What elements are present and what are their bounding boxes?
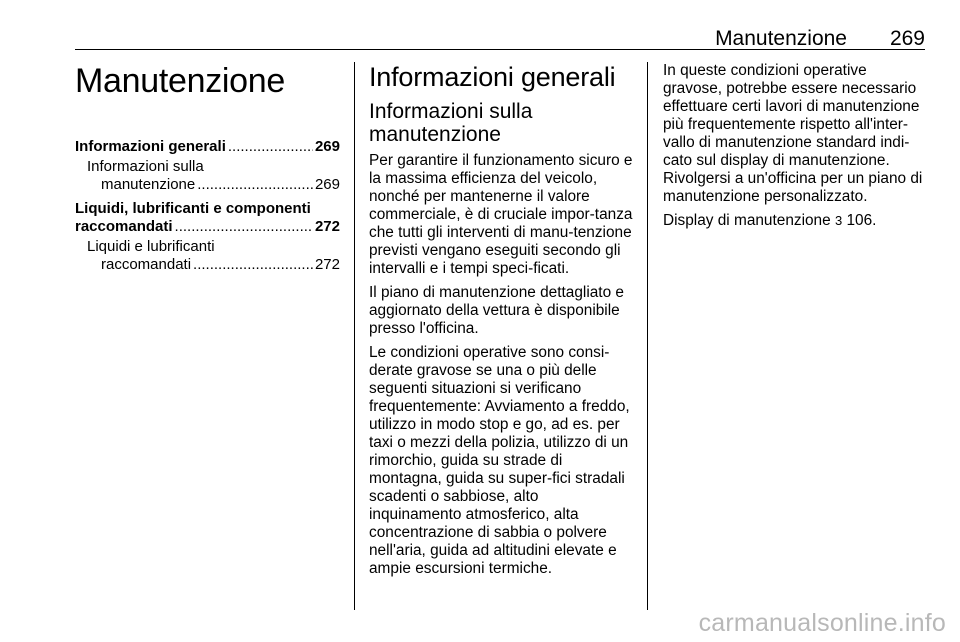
reference-page: 106. [846, 212, 877, 229]
toc-leader [228, 138, 313, 156]
content-column-1 [369, 62, 634, 584]
toc-item-informazioni-sulla-manutenzione[interactable] [75, 158, 340, 194]
toc-page: 272 [314, 256, 340, 273]
section-title: Informazioni generali [369, 62, 616, 92]
toc-item-informazioni-generali[interactable] [75, 138, 340, 156]
subsection-title: Informazioni sulla manutenzione [369, 100, 533, 146]
content-column-2 [663, 62, 928, 236]
header-rule [75, 49, 925, 50]
toc-label-line2: manutenzione [101, 176, 196, 193]
toc-page: 272 [314, 218, 340, 235]
toc-label-line1: Liquidi, lubrificanti e componenti [75, 200, 311, 217]
paragraph: Per garantire il funzionamento sicuro e la massima efficienza del veicolo, nonché per mantenerne il valore commerciale, è di cruciale impor-tanza che tutti gli interventi di manu-tenzione previsti vengano eseguiti secondo gli intervalli e i tempi speci-ficati. [369, 152, 633, 277]
toc-leader [193, 256, 313, 274]
toc-leader [197, 176, 313, 194]
header-title: Manutenzione [715, 27, 847, 50]
page-number: 269 [889, 27, 925, 50]
toc-label-line2: raccomandati [101, 256, 192, 273]
toc-label: Informazioni generali [75, 138, 226, 155]
watermark: carmanualsonline.info [698, 609, 946, 637]
toc-item-liquidi-lubrificanti[interactable] [75, 200, 340, 236]
reference-arrow-icon: 3 [834, 213, 843, 228]
toc-label-line1: Informazioni sulla [87, 158, 204, 175]
toc-column [75, 62, 340, 274]
paragraph: In queste condizioni operative gravose, potrebbe essere necessario effettuare certi lavori di manutenzione più frequentemente rispetto all'inter-vallo di manutenzione standard indi-cato sul display di manutenzione. Rivolgersi a un'officina per un piano di manutenzione personalizzato. [663, 62, 923, 205]
toc-item-liquidi-e-lubrificanti-raccomandati[interactable] [75, 238, 340, 274]
running-header [75, 28, 925, 48]
chapter-title: Manutenzione [75, 62, 285, 100]
toc-label-line1: Liquidi e lubrificanti [87, 238, 215, 255]
column-divider-2 [647, 62, 648, 610]
reference-text: Display di manutenzione [663, 212, 831, 229]
column-divider-1 [354, 62, 355, 610]
paragraph: Il piano di manutenzione dettagliato e aggiornato della vettura è disponibile presso l'officina. [369, 284, 624, 337]
toc-label-line2: raccomandati [75, 218, 173, 235]
toc-page: 269 [314, 138, 340, 155]
toc-page: 269 [314, 176, 340, 193]
paragraph: Le condizioni operative sono consi-derate gravose se una o più delle seguenti situazioni si verificano frequentemente: Avviamento a freddo, utilizzo in modo stop e go, ad es. per taxi o mezzi della polizia, utilizzo di un rimorchio, guida su strade di montagna, guida su super-fici stradali scadenti o sabbiose, alto inquinamento atmosferico, alta concentrazione di sabbia o polvere nell'aria, guida ad altitudini elevate e ampie escursioni termiche. [369, 344, 630, 577]
cross-reference[interactable] [663, 212, 928, 230]
toc-leader [175, 218, 313, 236]
